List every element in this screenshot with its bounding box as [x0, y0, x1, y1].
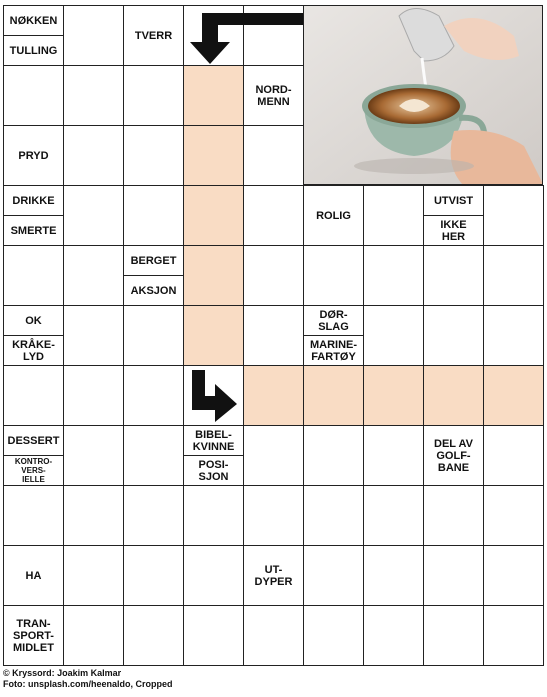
answer-cell[interactable]	[303, 245, 364, 306]
clue-text: KONTRO- VERS- IELLE	[4, 455, 63, 485]
clue-text: NØKKEN	[9, 14, 58, 27]
answer-cell[interactable]	[123, 545, 184, 606]
latte-art-photo-icon	[303, 5, 543, 185]
clue-text: TRAN- SPORT- MIDLET	[13, 617, 54, 654]
clue-text	[4, 486, 63, 545]
answer-cell[interactable]	[63, 605, 124, 666]
answer-cell[interactable]	[423, 545, 484, 606]
clue-text: UT- DYPER	[254, 563, 293, 588]
answer-cell[interactable]	[483, 545, 544, 606]
clue-text: DESSERT	[7, 434, 60, 447]
highlight-answer-cell[interactable]	[483, 365, 544, 426]
clue-cell	[303, 185, 364, 246]
clue-cell	[423, 185, 484, 246]
clue-text: OK	[25, 314, 42, 327]
answer-cell[interactable]	[63, 365, 124, 426]
highlight-answer-cell[interactable]	[303, 365, 364, 426]
clue-text: MARINE- FARTØY	[304, 335, 363, 365]
clue-text: POSI- SJON	[184, 455, 243, 485]
clue-cell	[243, 65, 304, 126]
clue-text: IKKE HER	[424, 215, 483, 245]
clue-text: KRÅKE- LYD	[4, 335, 63, 365]
clue-cell	[3, 305, 64, 366]
answer-cell[interactable]	[483, 605, 544, 666]
clue-cell	[3, 365, 64, 426]
answer-cell[interactable]	[183, 485, 244, 546]
answer-cell[interactable]	[303, 485, 364, 546]
crossword-grid	[3, 5, 543, 665]
clue-text: DEL AV GOLF- BANE	[434, 437, 473, 474]
clue-text: DØR- SLAG	[318, 308, 349, 333]
clue-cell	[3, 65, 64, 126]
clue-text: HA	[25, 569, 42, 582]
answer-cell[interactable]	[303, 425, 364, 486]
highlight-answer-cell[interactable]	[183, 65, 244, 126]
answer-cell[interactable]	[243, 245, 304, 306]
answer-cell[interactable]	[243, 425, 304, 486]
highlight-answer-cell[interactable]	[423, 365, 484, 426]
answer-cell[interactable]	[303, 545, 364, 606]
answer-cell[interactable]	[63, 65, 124, 126]
answer-cell[interactable]	[123, 425, 184, 486]
answer-cell[interactable]	[363, 305, 424, 366]
answer-cell[interactable]	[63, 185, 124, 246]
answer-cell[interactable]	[123, 125, 184, 186]
clue-cell	[243, 545, 304, 606]
answer-cell[interactable]	[243, 125, 304, 186]
answer-cell[interactable]	[123, 365, 184, 426]
answer-cell[interactable]	[63, 245, 124, 306]
answer-cell[interactable]	[483, 185, 544, 246]
highlight-answer-cell[interactable]	[183, 305, 244, 366]
clue-text: BERGET	[130, 254, 177, 267]
answer-cell[interactable]	[363, 605, 424, 666]
answer-cell[interactable]	[423, 245, 484, 306]
highlight-answer-cell[interactable]	[243, 365, 304, 426]
clue-text	[4, 246, 63, 305]
answer-cell[interactable]	[123, 185, 184, 246]
clue-text: UTVIST	[433, 194, 474, 207]
clue-text: BIBEL- KVINNE	[192, 428, 235, 453]
clue-cell	[3, 185, 64, 246]
answer-cell[interactable]	[483, 245, 544, 306]
clue-text	[4, 366, 63, 425]
answer-cell[interactable]	[483, 305, 544, 366]
clue-cell	[123, 245, 184, 306]
answer-cell[interactable]	[63, 305, 124, 366]
answer-cell[interactable]	[183, 5, 244, 66]
answer-cell[interactable]	[483, 425, 544, 486]
clue-text: PRYD	[18, 149, 49, 162]
answer-cell[interactable]	[483, 485, 544, 546]
clue-cell	[3, 545, 64, 606]
clue-text: NORD- MENN	[255, 83, 292, 108]
highlight-answer-cell[interactable]	[183, 125, 244, 186]
answer-cell[interactable]	[363, 245, 424, 306]
answer-cell[interactable]	[423, 305, 484, 366]
clue-cell	[123, 5, 184, 66]
answer-cell[interactable]	[363, 485, 424, 546]
answer-cell[interactable]	[183, 545, 244, 606]
answer-cell[interactable]	[123, 605, 184, 666]
clue-text: AKSJON	[124, 275, 183, 305]
answer-cell[interactable]	[123, 305, 184, 366]
clue-text	[4, 66, 63, 125]
answer-cell[interactable]	[243, 605, 304, 666]
clue-text: ROLIG	[316, 209, 351, 222]
answer-cell[interactable]	[63, 485, 124, 546]
clue-cell	[3, 125, 64, 186]
answer-cell[interactable]	[183, 605, 244, 666]
clue-text: SMERTE	[4, 215, 63, 245]
highlight-answer-cell[interactable]	[183, 185, 244, 246]
clue-text: TVERR	[134, 29, 173, 42]
clue-cell	[3, 425, 64, 486]
answer-cell[interactable]	[423, 605, 484, 666]
highlight-answer-cell[interactable]	[363, 365, 424, 426]
clue-text: DRIKKE	[12, 194, 55, 207]
answer-cell[interactable]	[243, 5, 304, 66]
clue-cell	[3, 245, 64, 306]
credit-author: © Kryssord: Joakim Kalmar	[3, 668, 122, 678]
answer-cell[interactable]	[63, 125, 124, 186]
clue-cell	[3, 485, 64, 546]
answer-cell[interactable]	[243, 305, 304, 366]
credits	[3, 668, 173, 690]
clue-cell	[3, 5, 64, 66]
answer-cell[interactable]	[123, 65, 184, 126]
answer-cell[interactable]	[243, 185, 304, 246]
answer-cell[interactable]	[123, 485, 184, 546]
answer-cell[interactable]	[303, 605, 364, 666]
answer-cell[interactable]	[63, 5, 124, 66]
answer-cell[interactable]	[63, 545, 124, 606]
clue-cell	[303, 305, 364, 366]
answer-cell[interactable]	[363, 425, 424, 486]
highlight-answer-cell[interactable]	[183, 245, 244, 306]
clue-text: TULLING	[4, 35, 63, 65]
clue-cell	[3, 605, 64, 666]
answer-cell[interactable]	[423, 485, 484, 546]
answer-cell[interactable]	[363, 545, 424, 606]
credit-photo: Foto: unsplash.com/heenaldo, Cropped	[3, 679, 173, 689]
answer-cell[interactable]	[363, 185, 424, 246]
answer-cell[interactable]	[243, 485, 304, 546]
answer-cell[interactable]	[63, 425, 124, 486]
clue-cell	[183, 425, 244, 486]
answer-cell[interactable]	[183, 365, 244, 426]
clue-cell	[423, 425, 484, 486]
